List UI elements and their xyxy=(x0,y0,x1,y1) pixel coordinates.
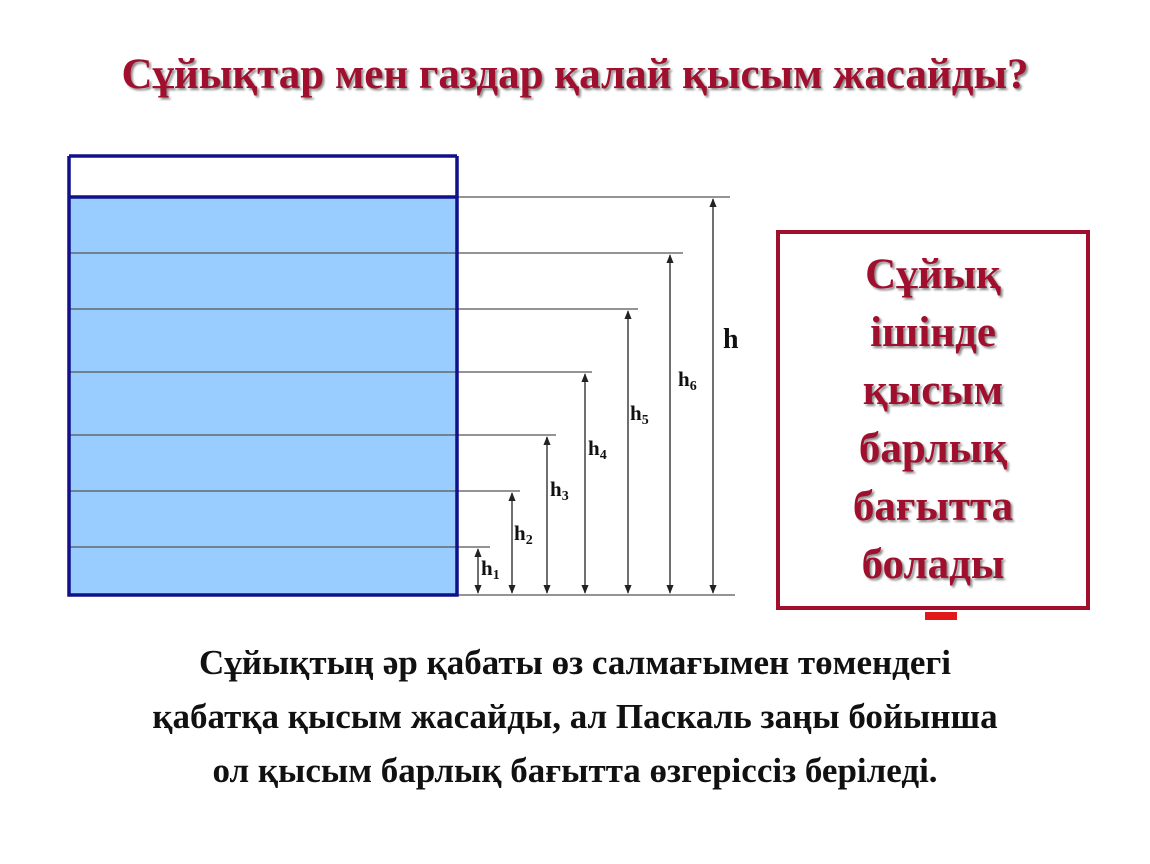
label-h5: h5 xyxy=(630,401,649,428)
label-h2: h2 xyxy=(514,521,533,548)
caption-line: Сұйықтың әр қабаты өз салмағымен төмендегі xyxy=(198,643,952,682)
callout-line: ішінде xyxy=(870,309,996,356)
callout-line: бағытта xyxy=(852,483,1014,530)
label-h3: h3 xyxy=(550,477,569,504)
container-empty-top xyxy=(69,156,457,197)
caption xyxy=(0,636,1150,798)
label-h-total: h xyxy=(723,324,739,355)
label-h1: h1 xyxy=(481,556,500,583)
callout-box xyxy=(776,230,1090,610)
extension-lines xyxy=(457,197,735,595)
slide-title: Сұйықтар мен газдар қалай қысым жасайды? xyxy=(121,51,1029,98)
callout-line: Сұйық xyxy=(865,251,1001,298)
label-h4: h4 xyxy=(588,436,607,463)
callout-line: болады xyxy=(861,541,1005,588)
label-h6: h6 xyxy=(678,367,697,394)
caption-line: қабатқа қысым жасайды, ал Паскаль заңы бойынша xyxy=(152,697,998,736)
caption-line: ол қысым барлық бағытта өзгеріссіз беріледі. xyxy=(212,751,938,790)
callout-line: қысым xyxy=(862,367,1004,414)
callout-line: барлық xyxy=(858,425,1008,472)
callout-tab xyxy=(925,612,957,620)
liquid-fill xyxy=(69,197,457,595)
